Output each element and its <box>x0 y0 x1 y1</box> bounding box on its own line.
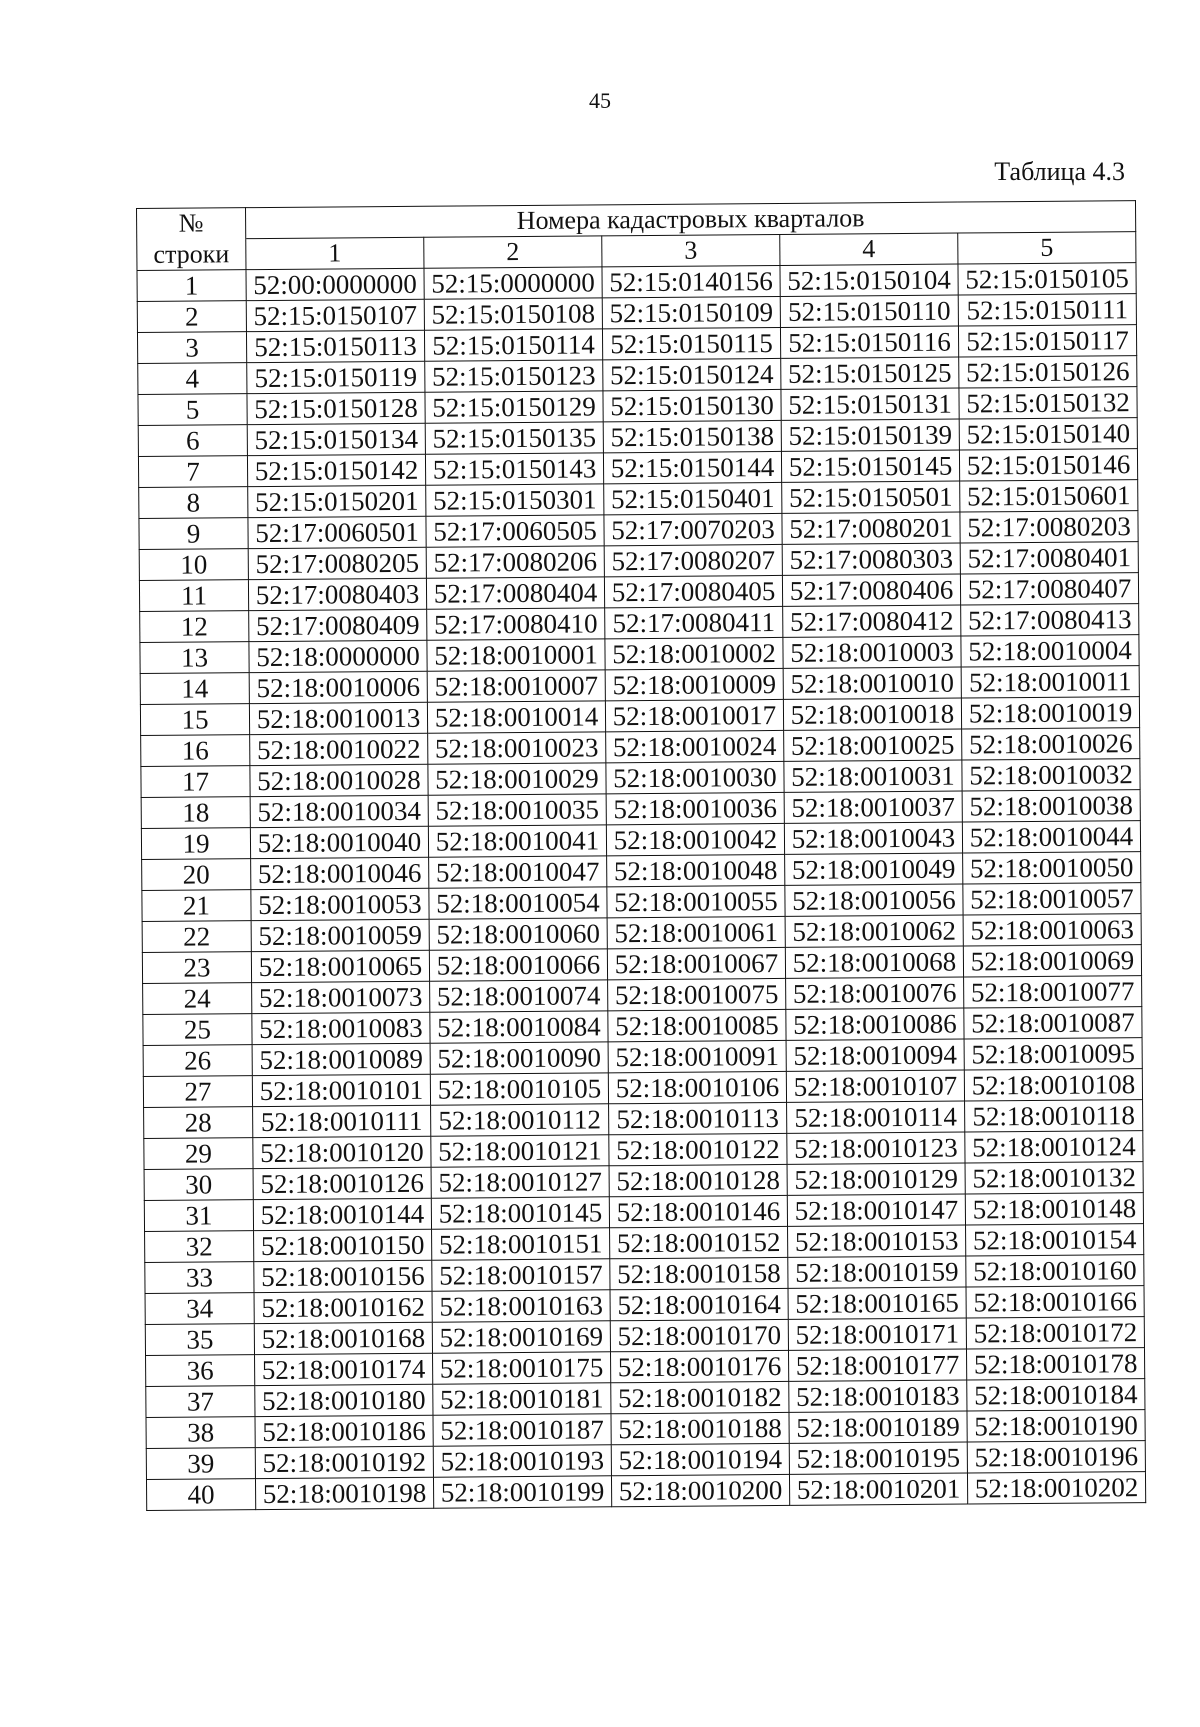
cadastral-number-cell: 52:18:0010194 <box>611 1443 789 1475</box>
row-number-cell: 21 <box>142 890 251 922</box>
cadastral-number-cell: 52:18:0010166 <box>966 1286 1144 1318</box>
row-number-cell: 29 <box>144 1138 253 1170</box>
cadastral-number-cell: 52:17:0060501 <box>248 516 426 548</box>
cadastral-number-cell: 52:17:0080203 <box>960 511 1138 543</box>
cadastral-number-cell: 52:15:0150123 <box>425 360 603 392</box>
cadastral-number-cell: 52:15:0150145 <box>781 450 959 482</box>
cadastral-number-cell: 52:15:0150143 <box>425 453 603 485</box>
row-number-cell: 27 <box>143 1076 252 1108</box>
cadastral-number-cell: 52:18:0010055 <box>607 885 785 917</box>
cadastral-number-cell: 52:18:0010013 <box>249 702 427 734</box>
group-title-header: Номера кадастровых кварталов <box>246 201 1136 239</box>
row-number-cell: 4 <box>138 363 247 395</box>
row-number-cell: 8 <box>139 487 248 519</box>
cadastral-number-cell: 52:18:0010031 <box>784 760 962 792</box>
cadastral-number-cell: 52:17:0080412 <box>783 605 961 637</box>
cadastral-number-cell: 52:15:0150601 <box>960 480 1138 512</box>
cadastral-number-cell: 52:18:0010105 <box>430 1073 608 1105</box>
cadastral-number-cell: 52:18:0010158 <box>610 1257 788 1289</box>
cadastral-number-cell: 52:17:0080205 <box>248 547 426 579</box>
cadastral-number-cell: 52:18:0000000 <box>249 640 427 672</box>
cadastral-number-cell: 52:17:0080207 <box>604 544 782 576</box>
cadastral-number-cell: 52:17:0070203 <box>604 513 782 545</box>
cadastral-number-cell: 52:18:0010198 <box>255 1477 433 1509</box>
cadastral-number-cell: 52:18:0010120 <box>253 1136 431 1168</box>
column-header-2: 2 <box>424 236 602 268</box>
cadastral-number-cell: 52:18:0010148 <box>965 1193 1143 1225</box>
cadastral-table-container <box>136 200 1145 1511</box>
column-header-3: 3 <box>602 234 780 266</box>
cadastral-number-cell: 52:15:0150126 <box>959 356 1137 388</box>
cadastral-number-cell: 52:18:0010069 <box>963 945 1141 977</box>
cadastral-number-cell: 52:18:0010112 <box>431 1104 609 1136</box>
cadastral-number-cell: 52:17:0080413 <box>961 604 1139 636</box>
cadastral-number-cell: 52:15:0150140 <box>959 418 1137 450</box>
cadastral-number-cell: 52:18:0010001 <box>427 639 605 671</box>
cadastral-number-cell: 52:18:0010054 <box>429 887 607 919</box>
cadastral-number-cell: 52:18:0010040 <box>250 826 428 858</box>
cadastral-number-cell: 52:15:0150134 <box>247 423 425 455</box>
cadastral-number-cell: 52:15:0150132 <box>959 387 1137 419</box>
cadastral-number-cell: 52:18:0010156 <box>254 1260 432 1292</box>
table-header <box>137 201 1137 271</box>
cadastral-number-cell: 52:15:0150116 <box>780 326 958 358</box>
cadastral-number-cell: 52:15:0150146 <box>959 449 1137 481</box>
cadastral-number-cell: 52:18:0010037 <box>784 791 962 823</box>
cadastral-number-cell: 52:18:0010196 <box>967 1441 1145 1473</box>
row-number-cell: 9 <box>139 518 248 550</box>
cadastral-number-cell: 52:15:0150115 <box>602 327 780 359</box>
cadastral-number-cell: 52:18:0010046 <box>251 857 429 889</box>
cadastral-number-cell: 52:18:0010107 <box>786 1070 964 1102</box>
column-header-1: 1 <box>246 237 424 269</box>
cadastral-number-cell: 52:00:0000000 <box>246 268 424 300</box>
cadastral-number-cell: 52:18:0010200 <box>611 1474 789 1506</box>
cadastral-number-cell: 52:18:0010186 <box>255 1415 433 1447</box>
cadastral-number-cell: 52:17:0080411 <box>605 606 783 638</box>
cadastral-number-cell: 52:15:0150113 <box>246 330 424 362</box>
cadastral-number-cell: 52:15:0150111 <box>958 294 1136 326</box>
cadastral-number-cell: 52:15:0150130 <box>603 389 781 421</box>
cadastral-number-cell: 52:18:0010060 <box>429 918 607 950</box>
cadastral-number-cell: 52:18:0010123 <box>787 1132 965 1164</box>
cadastral-number-cell: 52:15:0000000 <box>424 267 602 299</box>
cadastral-number-cell: 52:18:0010010 <box>783 667 961 699</box>
cadastral-number-cell: 52:18:0010014 <box>427 701 605 733</box>
cadastral-number-cell: 52:15:0150131 <box>781 388 959 420</box>
cadastral-number-cell: 52:18:0010182 <box>611 1381 789 1413</box>
cadastral-number-cell: 52:18:0010083 <box>252 1012 430 1044</box>
cadastral-number-cell: 52:15:0140156 <box>602 265 780 297</box>
cadastral-number-cell: 52:18:0010043 <box>784 822 962 854</box>
cadastral-number-cell: 52:18:0010145 <box>431 1197 609 1229</box>
cadastral-number-cell: 52:18:0010068 <box>785 946 963 978</box>
cadastral-number-cell: 52:15:0150135 <box>425 422 603 454</box>
cadastral-number-cell: 52:18:0010150 <box>254 1229 432 1261</box>
cadastral-number-cell: 52:18:0010066 <box>429 949 607 981</box>
row-number-cell: 25 <box>143 1014 252 1046</box>
cadastral-number-cell: 52:18:0010086 <box>786 1008 964 1040</box>
row-number-cell: 17 <box>141 766 250 798</box>
cadastral-number-cell: 52:15:0150108 <box>424 298 602 330</box>
cadastral-number-cell: 52:18:0010063 <box>963 914 1141 946</box>
cadastral-number-cell: 52:18:0010065 <box>251 950 429 982</box>
cadastral-number-cell: 52:15:0150201 <box>248 485 426 517</box>
row-number-cell: 31 <box>144 1200 253 1232</box>
row-number-cell: 10 <box>139 549 248 581</box>
row-number-cell: 20 <box>142 859 251 891</box>
cadastral-number-cell: 52:18:0010160 <box>966 1255 1144 1287</box>
cadastral-number-cell: 52:18:0010114 <box>787 1101 965 1133</box>
cadastral-number-cell: 52:18:0010171 <box>788 1318 966 1350</box>
cadastral-number-cell: 52:15:0150301 <box>426 484 604 516</box>
cadastral-number-cell: 52:17:0080303 <box>782 543 960 575</box>
row-number-cell: 39 <box>146 1448 255 1480</box>
cadastral-number-cell: 52:18:0010073 <box>252 981 430 1013</box>
cadastral-number-cell: 52:18:0010032 <box>962 759 1140 791</box>
table-body <box>137 263 1146 1511</box>
cadastral-number-cell: 52:18:0010038 <box>962 790 1140 822</box>
cadastral-number-cell: 52:18:0010113 <box>609 1102 787 1134</box>
row-number-cell: 2 <box>137 301 246 333</box>
cadastral-number-cell: 52:17:0080405 <box>604 575 782 607</box>
row-number-header-top: № <box>137 208 246 240</box>
cadastral-number-cell: 52:18:0010023 <box>428 732 606 764</box>
cadastral-number-cell: 52:18:0010124 <box>965 1131 1143 1163</box>
cadastral-number-cell: 52:18:0010106 <box>608 1071 786 1103</box>
cadastral-number-cell: 52:18:0010192 <box>255 1446 433 1478</box>
row-number-cell: 3 <box>137 332 246 364</box>
cadastral-number-cell: 52:18:0010056 <box>785 884 963 916</box>
cadastral-number-cell: 52:18:0010084 <box>430 1011 608 1043</box>
cadastral-number-cell: 52:17:0080404 <box>426 577 604 609</box>
row-number-cell: 6 <box>138 425 247 457</box>
cadastral-number-cell: 52:18:0010030 <box>606 761 784 793</box>
cadastral-number-cell: 52:18:0010153 <box>788 1225 966 1257</box>
cadastral-number-cell: 52:18:0010089 <box>252 1043 430 1075</box>
cadastral-number-cell: 52:18:0010108 <box>964 1069 1142 1101</box>
row-number-cell: 24 <box>143 983 252 1015</box>
cadastral-number-cell: 52:18:0010050 <box>963 852 1141 884</box>
cadastral-number-cell: 52:18:0010075 <box>608 978 786 1010</box>
cadastral-number-cell: 52:18:0010090 <box>430 1042 608 1074</box>
cadastral-number-cell: 52:18:0010152 <box>610 1226 788 1258</box>
cadastral-number-cell: 52:18:0010195 <box>789 1442 967 1474</box>
cadastral-number-cell: 52:18:0010164 <box>610 1288 788 1320</box>
cadastral-number-cell: 52:15:0150105 <box>958 263 1136 295</box>
cadastral-number-cell: 52:15:0150401 <box>604 482 782 514</box>
cadastral-number-cell: 52:18:0010091 <box>608 1040 786 1072</box>
cadastral-number-cell: 52:18:0010101 <box>252 1074 430 1106</box>
row-number-cell: 11 <box>139 580 248 612</box>
cadastral-number-cell: 52:18:0010168 <box>254 1322 432 1354</box>
cadastral-number-cell: 52:15:0150139 <box>781 419 959 451</box>
cadastral-number-cell: 52:18:0010034 <box>250 795 428 827</box>
cadastral-number-cell: 52:17:0080206 <box>426 546 604 578</box>
row-number-cell: 5 <box>138 394 247 426</box>
cadastral-number-cell: 52:18:0010029 <box>428 763 606 795</box>
cadastral-number-cell: 52:18:0010059 <box>251 919 429 951</box>
cadastral-number-cell: 52:18:0010189 <box>789 1411 967 1443</box>
cadastral-number-cell: 52:18:0010128 <box>609 1164 787 1196</box>
cadastral-number-cell: 52:18:0010201 <box>789 1473 967 1505</box>
row-number-cell: 13 <box>140 642 249 674</box>
cadastral-number-cell: 52:18:0010024 <box>606 730 784 762</box>
cadastral-number-cell: 52:18:0010067 <box>607 947 785 979</box>
cadastral-number-cell: 52:18:0010007 <box>427 670 605 702</box>
cadastral-number-cell: 52:18:0010146 <box>609 1195 787 1227</box>
cadastral-number-cell: 52:18:0010199 <box>433 1476 611 1508</box>
cadastral-number-cell: 52:18:0010004 <box>961 635 1139 667</box>
cadastral-number-cell: 52:18:0010132 <box>965 1162 1143 1194</box>
cadastral-number-cell: 52:18:0010022 <box>250 733 428 765</box>
cadastral-number-cell: 52:18:0010111 <box>253 1105 431 1137</box>
cadastral-number-cell: 52:18:0010174 <box>255 1353 433 1385</box>
cadastral-number-cell: 52:18:0010025 <box>784 729 962 761</box>
cadastral-number-cell: 52:15:0150104 <box>780 264 958 296</box>
table-caption: Таблица 4.3 <box>994 157 1125 186</box>
row-number-cell: 30 <box>144 1169 253 1201</box>
row-number-cell: 1 <box>137 270 246 302</box>
cadastral-number-cell: 52:18:0010157 <box>432 1259 610 1291</box>
cadastral-number-cell: 52:18:0010061 <box>607 916 785 948</box>
row-number-cell: 28 <box>144 1107 253 1139</box>
cadastral-number-cell: 52:18:0010187 <box>433 1414 611 1446</box>
cadastral-number-cell: 52:15:0150110 <box>780 295 958 327</box>
cadastral-number-cell: 52:18:0010095 <box>964 1038 1142 1070</box>
cadastral-number-cell: 52:18:0010169 <box>432 1321 610 1353</box>
cadastral-number-cell: 52:15:0150142 <box>247 454 425 486</box>
row-number-cell: 14 <box>140 673 249 705</box>
cadastral-number-cell: 52:15:0150124 <box>603 358 781 390</box>
cadastral-number-cell: 52:18:0010017 <box>605 699 783 731</box>
cadastral-number-cell: 52:18:0010172 <box>966 1317 1144 1349</box>
cadastral-number-cell: 52:18:0010057 <box>963 883 1141 915</box>
row-number-cell: 35 <box>145 1324 254 1356</box>
cadastral-number-cell: 52:18:0010002 <box>605 637 783 669</box>
cadastral-number-cell: 52:15:0150501 <box>782 481 960 513</box>
cadastral-number-cell: 52:18:0010176 <box>610 1350 788 1382</box>
cadastral-number-cell: 52:18:0010047 <box>429 856 607 888</box>
row-number-cell: 12 <box>140 611 249 643</box>
cadastral-number-cell: 52:18:0010144 <box>253 1198 431 1230</box>
cadastral-number-cell: 52:17:0080407 <box>960 573 1138 605</box>
cadastral-number-cell: 52:18:0010181 <box>433 1383 611 1415</box>
cadastral-number-cell: 52:18:0010036 <box>606 792 784 824</box>
cadastral-number-cell: 52:18:0010009 <box>605 668 783 700</box>
cadastral-number-cell: 52:15:0150117 <box>958 325 1136 357</box>
row-number-cell: 40 <box>146 1479 255 1511</box>
cadastral-number-cell: 52:18:0010087 <box>964 1007 1142 1039</box>
cadastral-number-cell: 52:18:0010118 <box>965 1100 1143 1132</box>
page-number: 45 <box>589 88 611 113</box>
cadastral-number-cell: 52:18:0010170 <box>610 1319 788 1351</box>
cadastral-number-cell: 52:17:0080409 <box>249 609 427 641</box>
cadastral-number-cell: 52:18:0010188 <box>611 1412 789 1444</box>
row-number-cell: 33 <box>145 1262 254 1294</box>
row-number-cell: 37 <box>146 1386 255 1418</box>
cadastral-number-cell: 52:15:0150144 <box>603 451 781 483</box>
cadastral-number-cell: 52:18:0010154 <box>966 1224 1144 1256</box>
cadastral-number-cell: 52:18:0010048 <box>607 854 785 886</box>
row-number-cell: 16 <box>141 735 250 767</box>
cadastral-number-cell: 52:18:0010062 <box>785 915 963 947</box>
cadastral-number-cell: 52:18:0010177 <box>788 1349 966 1381</box>
cadastral-number-cell: 52:18:0010028 <box>250 764 428 796</box>
column-header-5: 5 <box>958 232 1136 264</box>
cadastral-number-cell: 52:17:0080403 <box>248 578 426 610</box>
column-header-4: 4 <box>780 233 958 265</box>
cadastral-number-cell: 52:18:0010049 <box>785 853 963 885</box>
cadastral-quarters-table <box>136 200 1146 1511</box>
cadastral-number-cell: 52:17:0080406 <box>782 574 960 606</box>
cadastral-number-cell: 52:18:0010129 <box>787 1163 965 1195</box>
cadastral-number-cell: 52:18:0010151 <box>432 1228 610 1260</box>
cadastral-number-cell: 52:18:0010127 <box>431 1166 609 1198</box>
cadastral-number-cell: 52:18:0010044 <box>962 821 1140 853</box>
row-number-cell: 38 <box>146 1417 255 1449</box>
cadastral-number-cell: 52:18:0010035 <box>428 794 606 826</box>
cadastral-number-cell: 52:18:0010085 <box>608 1009 786 1041</box>
cadastral-number-cell: 52:15:0150138 <box>603 420 781 452</box>
cadastral-number-cell: 52:18:0010019 <box>961 697 1139 729</box>
cadastral-number-cell: 52:18:0010175 <box>433 1352 611 1384</box>
cadastral-number-cell: 52:18:0010041 <box>428 825 606 857</box>
cadastral-number-cell: 52:17:0080410 <box>427 608 605 640</box>
cadastral-number-cell: 52:18:0010011 <box>961 666 1139 698</box>
row-number-header-bottom: строки <box>137 239 246 271</box>
row-number-cell: 19 <box>141 828 250 860</box>
cadastral-number-cell: 52:18:0010193 <box>433 1445 611 1477</box>
row-number-cell: 22 <box>142 921 251 953</box>
cadastral-number-cell: 52:15:0150109 <box>602 296 780 328</box>
cadastral-number-cell: 52:15:0150107 <box>246 299 424 331</box>
cadastral-number-cell: 52:18:0010053 <box>251 888 429 920</box>
cadastral-number-cell: 52:18:0010006 <box>249 671 427 703</box>
row-number-cell: 32 <box>145 1231 254 1263</box>
row-number-cell: 26 <box>143 1045 252 1077</box>
cadastral-number-cell: 52:15:0150114 <box>424 329 602 361</box>
cadastral-number-cell: 52:18:0010165 <box>788 1287 966 1319</box>
cadastral-number-cell: 52:18:0010126 <box>253 1167 431 1199</box>
cadastral-number-cell: 52:17:0080401 <box>960 542 1138 574</box>
cadastral-number-cell: 52:15:0150119 <box>247 361 425 393</box>
cadastral-number-cell: 52:15:0150129 <box>425 391 603 423</box>
row-number-cell: 23 <box>142 952 251 984</box>
cadastral-number-cell: 52:18:0010042 <box>606 823 784 855</box>
cadastral-number-cell: 52:18:0010122 <box>609 1133 787 1165</box>
row-number-cell: 18 <box>141 797 250 829</box>
cadastral-number-cell: 52:18:0010162 <box>254 1291 432 1323</box>
cadastral-number-cell: 52:15:0150128 <box>247 392 425 424</box>
cadastral-number-cell: 52:15:0150125 <box>781 357 959 389</box>
row-number-cell: 36 <box>146 1355 255 1387</box>
cadastral-number-cell: 52:18:0010178 <box>966 1348 1144 1380</box>
cadastral-number-cell: 52:18:0010076 <box>786 977 964 1009</box>
cadastral-number-cell: 52:18:0010094 <box>786 1039 964 1071</box>
cadastral-number-cell: 52:18:0010202 <box>967 1472 1145 1504</box>
cadastral-number-cell: 52:18:0010121 <box>431 1135 609 1167</box>
cadastral-number-cell: 52:18:0010183 <box>789 1380 967 1412</box>
cadastral-number-cell: 52:18:0010018 <box>783 698 961 730</box>
row-number-cell: 15 <box>140 704 249 736</box>
cadastral-number-cell: 52:17:0060505 <box>426 515 604 547</box>
cadastral-number-cell: 52:18:0010163 <box>432 1290 610 1322</box>
row-number-cell: 7 <box>138 456 247 488</box>
row-number-cell: 34 <box>145 1293 254 1325</box>
cadastral-number-cell: 52:18:0010180 <box>255 1384 433 1416</box>
cadastral-number-cell: 52:17:0080201 <box>782 512 960 544</box>
cadastral-number-cell: 52:18:0010147 <box>787 1194 965 1226</box>
cadastral-number-cell: 52:18:0010003 <box>783 636 961 668</box>
cadastral-number-cell: 52:18:0010184 <box>967 1379 1145 1411</box>
cadastral-number-cell: 52:18:0010074 <box>430 980 608 1012</box>
cadastral-number-cell: 52:18:0010026 <box>962 728 1140 760</box>
cadastral-number-cell: 52:18:0010190 <box>967 1410 1145 1442</box>
cadastral-number-cell: 52:18:0010077 <box>964 976 1142 1008</box>
cadastral-number-cell: 52:18:0010159 <box>788 1256 966 1288</box>
